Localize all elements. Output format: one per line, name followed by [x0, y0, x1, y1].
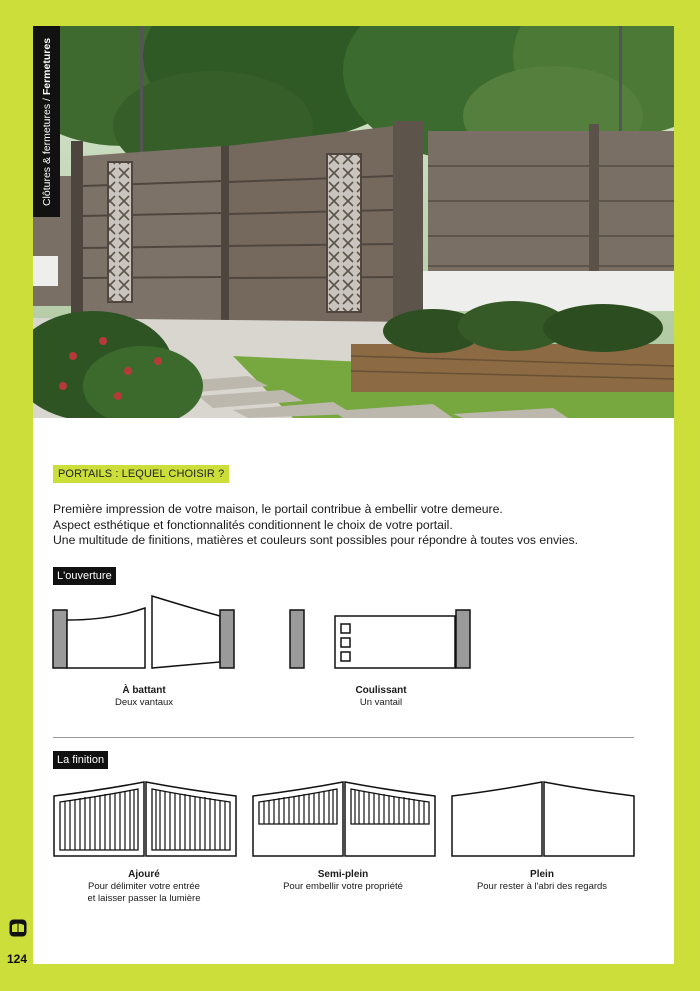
page — [33, 26, 674, 964]
intro-line: Aspect esthétique et fonctionnalités conditionnent le choix de votre portail. — [53, 517, 453, 532]
openwork-gate-diagram — [52, 778, 238, 858]
opening-label: L'ouverture — [53, 567, 116, 585]
caption-title: Coulissant — [355, 685, 407, 696]
caption-title: Plein — [530, 869, 554, 880]
caption-line: et laisser passer la lumière — [87, 893, 201, 904]
page-number: 124 — [7, 952, 28, 966]
caption-title: Semi-plein — [317, 869, 369, 880]
opening-caption-sliding — [355, 685, 406, 709]
caption-title: À battant — [122, 685, 166, 696]
gate-photo-illustration — [33, 26, 674, 418]
side-tab-category: Clôtures & fermetures — [40, 103, 53, 206]
section-title: PORTAILS : LEQUEL CHOISIR ? — [53, 465, 229, 483]
sliding-gate-diagram — [288, 608, 473, 670]
swing-gate-diagram — [51, 592, 241, 672]
gate-logo-icon — [9, 919, 27, 937]
opening-caption-swing — [115, 685, 173, 709]
hero-photo — [33, 26, 674, 418]
semi-solid-gate-diagram — [251, 778, 437, 858]
finish-caption-solid — [477, 869, 607, 893]
caption-title: Ajouré — [128, 869, 160, 880]
side-tab-separator: / — [40, 94, 53, 104]
finish-label: La finition — [53, 751, 108, 769]
intro-line: Première impression de votre maison, le portail contribue à embellir votre demeure. — [53, 502, 503, 516]
section-divider — [53, 737, 634, 738]
intro-text — [53, 502, 653, 549]
caption-subtitle: Deux vantaux — [114, 697, 174, 708]
section-side-tab — [33, 26, 60, 217]
caption-line: Pour délimiter votre entrée — [88, 881, 200, 892]
intro-line: Une multitude de finitions, matières et couleurs sont possibles pour répondre à toutes vos envies. — [53, 533, 579, 547]
caption-line: Pour rester à l'abri des regards — [476, 881, 608, 892]
solid-gate-diagram — [450, 778, 636, 858]
finish-caption-openwork — [88, 869, 201, 905]
caption-subtitle: Un vantail — [359, 697, 403, 708]
finish-caption-semi-solid — [283, 869, 403, 893]
caption-line: Pour embellir votre propriété — [283, 881, 403, 892]
side-tab-text — [41, 37, 53, 205]
side-tab-section: Fermetures — [40, 37, 53, 95]
